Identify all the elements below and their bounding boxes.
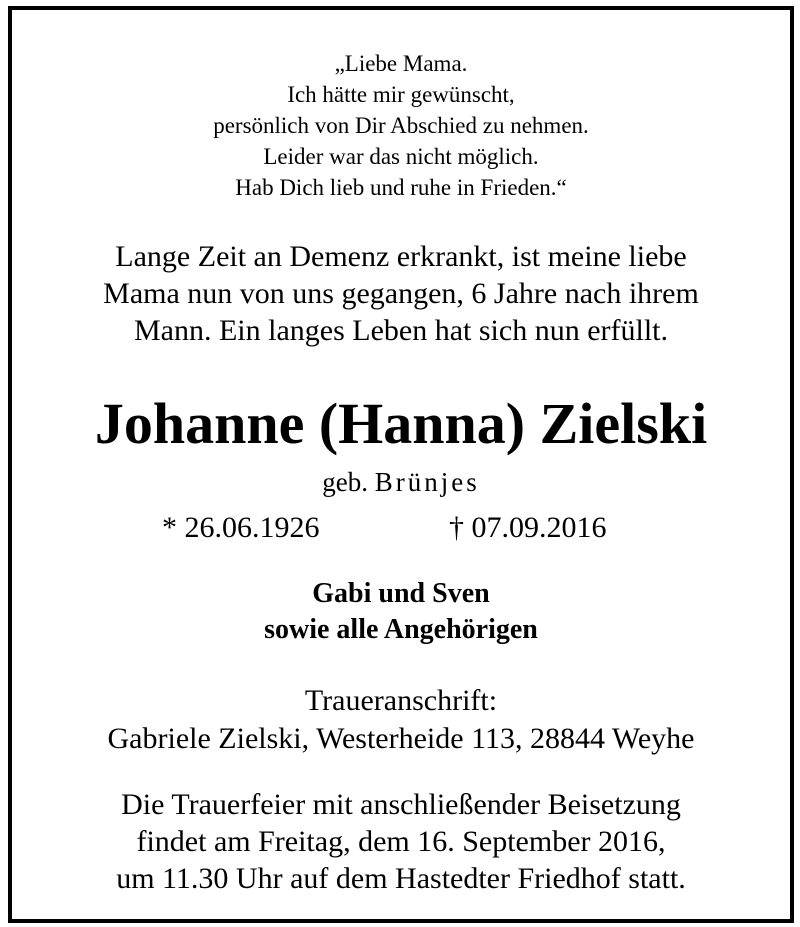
quote-line: Hab Dich lieb und ruhe in Frieden.“ (235, 175, 567, 200)
address-label: Traueranschrift: (304, 684, 498, 717)
obituary-frame (8, 6, 794, 923)
address-value: Gabriele Zielski, Westerheide 113, 28844 Weyhe (107, 722, 695, 755)
death-date: † 07.09.2016 (449, 511, 607, 544)
mourners (12, 576, 790, 648)
quote-line: persönlich von Dir Abschied zu nehmen. (213, 113, 589, 138)
intro-line: Mama nun von uns gegangen, 6 Jahre nach ihrem (103, 277, 699, 310)
service-line: um 11.30 Uhr auf dem Hastedter Friedhof statt. (116, 862, 686, 895)
service-line: Die Trauerfeier mit anschließender Beisetzung (121, 788, 681, 821)
funeral-service-info (12, 786, 790, 897)
quote-line: Ich hätte mir gewünscht, (287, 82, 515, 107)
service-line: findet am Freitag, dem 16. September 2016, (136, 825, 666, 858)
mourners-line: Gabi und Sven (312, 578, 490, 609)
intro-text (12, 238, 790, 349)
quote-line: „Liebe Mama. (334, 51, 468, 76)
maiden-surname: Brünjes (374, 467, 480, 497)
mourners-line: sowie alle Angehörigen (264, 614, 538, 645)
quote-line: Leider war das nicht möglich. (263, 144, 539, 169)
intro-line: Mann. Ein langes Leben hat sich nun erfüllt. (133, 314, 669, 347)
farewell-quote (12, 48, 790, 203)
deceased-name: Johanne (Hanna) Zielski (94, 391, 708, 456)
maiden-prefix: geb. (322, 467, 368, 497)
intro-line: Lange Zeit an Demenz erkrankt, ist meine liebe (115, 240, 687, 273)
birth-date: * 26.06.1926 (162, 511, 320, 544)
maiden-name (12, 466, 790, 498)
mourning-address (12, 682, 790, 758)
